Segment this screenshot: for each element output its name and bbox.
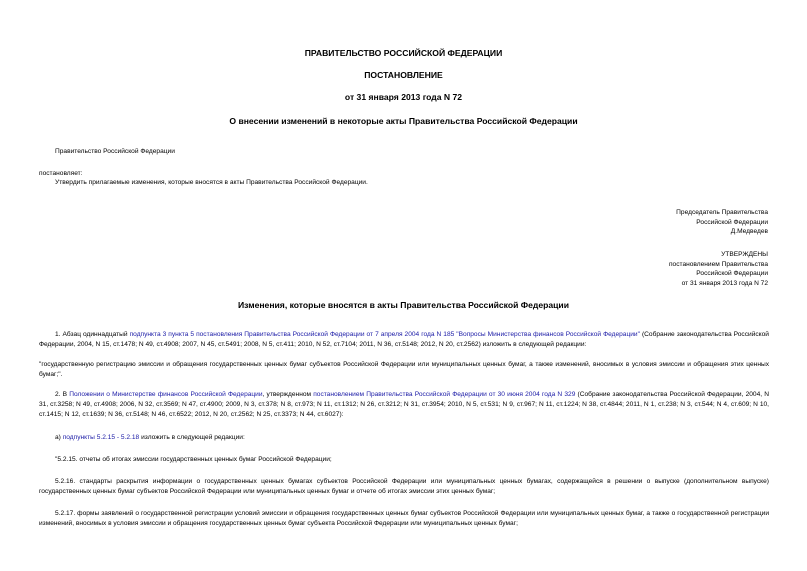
para-5-2-16	[39, 477, 769, 497]
signature-line-1: Председатель Правительства	[676, 209, 768, 216]
para-5-2-16-text: 5.2.16. стандарты раскрытия информации о государственных ценных бумагах субъектов Российской Федерации или муниципальных ценных бумагах, содержащейся в решении о выпуске (дополнительном выпуске) государственных ценных бумаг субъектов Российской Федерации или муниципальных ценных бумаг и отчете об итогах эмиссии этих ценных бумаг;	[39, 478, 769, 495]
approved-block	[669, 250, 768, 288]
signature-line-2: Российской Федерации	[696, 218, 768, 226]
changes-title: Изменения, которые вносятся в акты Правительства Российской Федерации	[237, 300, 569, 310]
item-2a-link[interactable]: подпункты 5.2.15 - 5.2.18	[62, 434, 140, 441]
item-2a-paragraph	[39, 433, 769, 443]
item-2a-prefix: а)	[55, 434, 63, 441]
signature-block	[676, 208, 768, 237]
approved-line-1: УТВЕРЖДЕНЫ	[721, 251, 768, 258]
item-2-prefix: 2. В	[55, 391, 70, 398]
para-5-2-15-text: "5.2.15. отчеты об итогах эмиссии государственных ценных бумаг Российской Федерации;	[55, 456, 332, 463]
para-5-2-17	[39, 509, 769, 529]
signature-line-3: Д.Медведев	[730, 228, 768, 235]
issuer-text: Правительство Российской Федерации	[55, 148, 175, 155]
item-1-link[interactable]: подпункта 3 пункта 5 постановления Правительства Российской Федерации от 7 апреля 2004 года N 185 "Вопросы Министерства финансов Российской Федерации"	[129, 331, 640, 338]
document-date-number: от 31 января 2013 года N 72	[344, 92, 463, 102]
document-title: О внесении изменений в некоторые акты Правительства Российской Федерации	[229, 116, 578, 126]
para-5-2-17-text: 5.2.17. формы заявлений о государственной регистрации условий эмиссии и обращения государственных ценных бумаг субъектов Российской Федерации или муниципальных ценных бумаг, а также о государственной регистрации изменений, вносимых в условия эмиссии и обращения государственных ценных бумаг субъекта Российской Федерации или муниципальных ценных бумаг;	[39, 510, 769, 527]
item-2-paragraph	[39, 390, 769, 420]
approved-line-4: от 31 января 2013 года N 72	[681, 279, 768, 287]
item-2-suffix: (Собрание законодательства Российской Федерации, 2004, N 31, ст.3258; N 49, ст.4908; 2006, N 32, ст.3569; N 47, ст.4900; 2009, N 3, ст.378; N 8, ст.973; N 11, ст.1312; N 26, ст.3212; N 31, ст.3954; 2010, N 5, ст.531; N 9, ст.967; N 11, ст.1224; N 38, ст.4844; 2011, N 1, ст.238; N 3, ст.544; N 4, ст.609; N 10, ст.1415; N 12, ст.1639; N 36, ст.5148; N 46, ст.6522; 2012, N 20, ст.2562; N 25, ст.3373; N 44, ст.6027):	[39, 391, 769, 418]
item-2-link-regulation[interactable]: Положении о Министерстве финансов Российской Федерации	[69, 391, 263, 398]
item-2-link-resolution[interactable]: постановлением Правительства Российской Федерации от 30 июня 2004 года N 329	[313, 391, 576, 398]
para-5-2-15	[39, 455, 769, 465]
item-2a-suffix: изложить в следующей редакции:	[139, 434, 245, 441]
approve-text: Утвердить прилагаемые изменения, которые вносятся в акты Правительства Российской Федерации.	[55, 179, 368, 186]
item-1-paragraph	[39, 330, 769, 350]
document-type: ПОСТАНОВЛЕНИЕ	[364, 70, 443, 80]
government-heading: ПРАВИТЕЛЬСТВО РОССИЙСКОЙ ФЕДЕРАЦИИ	[304, 48, 503, 58]
quote-1-paragraph: "государственную регистрацию эмиссии и обращения государственных ценных бумаг субъектов Российской Федерации или муниципальных ценных бумаг, а также изменений, вносимых в условия эмиссии и обращения этих ценных бумаг;".	[39, 361, 769, 378]
item-1-prefix: 1. Абзац одиннадцатый	[55, 331, 130, 338]
item-1-suffix: (Собрание законодательства Российской Федерации, 2004, N 15, ст.1478; N 49, ст.4908; 2007, N 45, ст.5491; 2008, N 5, ст.411; 2010, N 52, ст.7104; 2011, N 36, ст.5148; 2012, N 20, ст.2562) изложить в следующей редакции:	[39, 331, 769, 348]
item-2-middle: , утвержденном	[262, 391, 314, 398]
decides-text: постановляет:	[39, 170, 83, 177]
approved-line-3: Российской Федерации	[696, 270, 768, 277]
approved-line-2: постановлением Правительства	[668, 260, 768, 268]
